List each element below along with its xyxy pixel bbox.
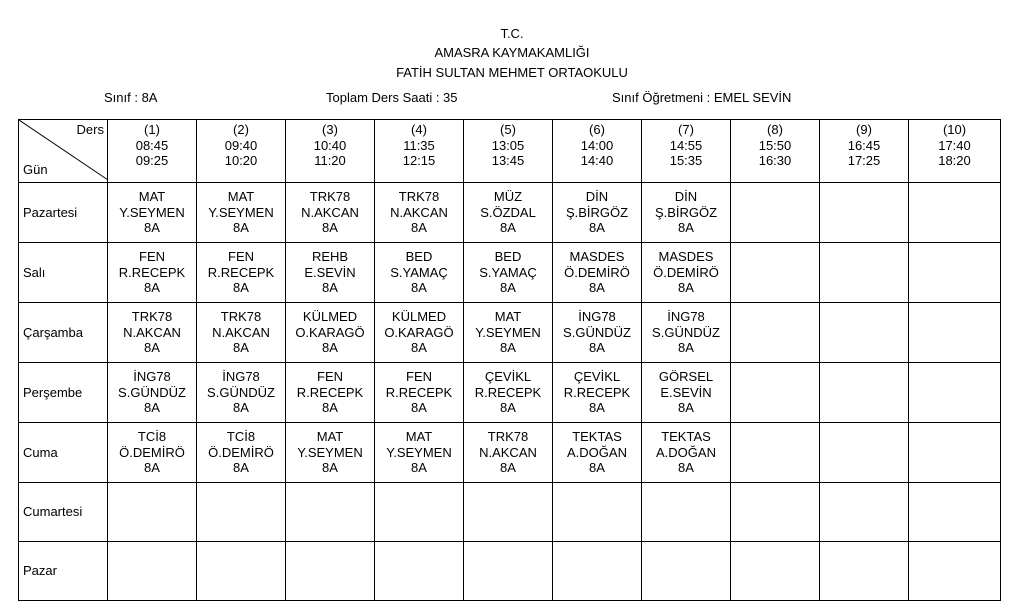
lesson-teacher: A.DOĞAN [567,444,627,460]
lesson-cell [731,183,820,243]
lesson-teacher: R.RECEPK [296,384,364,400]
lesson-class: 8A [144,400,160,416]
lesson-cell [286,542,375,601]
lesson-cell [108,183,197,243]
lesson-cell [642,243,731,303]
period-start: 14:00 [580,137,614,153]
lesson-class: 8A [589,280,605,296]
lesson-class: 8A [411,400,427,416]
lesson-class: 8A [678,220,694,236]
lesson-class: 8A [678,280,694,296]
total-hours-info: Toplam Ders Saati : 35 [326,90,458,105]
lesson-cell [731,483,820,542]
period-end: 16:30 [758,153,792,168]
corner-gun-label: Gün [23,162,48,177]
lesson-teacher: S.GÜNDÜZ [118,384,186,400]
day-name: Cumartesi [19,483,108,542]
lesson-cell [642,423,731,483]
lesson-cell [731,423,820,483]
lesson-cell [108,423,197,483]
day-name: Çarşamba [19,303,108,363]
lesson-cell [909,542,1001,601]
period-header-1 [108,120,197,183]
lesson-class: 8A [322,220,338,236]
day-row [19,303,1001,363]
header-line-school: FATİH SULTAN MEHMET ORTAOKULU [396,65,628,80]
lesson-cell [197,243,286,303]
period-end: 11:20 [314,153,346,168]
lesson-subject: GÖRSEL [658,369,714,385]
lesson-teacher: N.AKCAN [390,204,448,220]
lesson-cell [464,363,553,423]
lesson-teacher: N.AKCAN [479,444,537,460]
lesson-class: 8A [233,280,249,296]
lesson-subject: MAT [316,429,344,445]
lesson-class: 8A [322,400,338,416]
lesson-cell [375,363,464,423]
timetable [18,119,1001,601]
lesson-teacher: Ö.DEMİRÖ [208,444,274,460]
lesson-class: 8A [589,220,605,236]
lesson-class: 8A [411,460,427,476]
lesson-cell [553,423,642,483]
lesson-class: 8A [144,280,160,296]
lesson-cell [108,542,197,601]
lesson-cell [642,183,731,243]
day-row [19,183,1001,243]
lesson-class: 8A [233,400,249,416]
period-end: 17:25 [847,153,881,168]
lesson-cell [553,363,642,423]
lesson-cell [731,303,820,363]
lesson-cell [820,243,909,303]
lesson-class: 8A [678,400,694,416]
lesson-subject: İNG78 [222,369,260,385]
lesson-cell [108,483,197,542]
period-end: 13:45 [491,153,525,168]
period-start: 09:40 [224,137,258,153]
lesson-class: 8A [678,340,694,356]
lesson-subject: FEN [228,249,254,265]
lesson-class: 8A [322,340,338,356]
lesson-class: 8A [500,400,516,416]
period-no: (5) [500,122,516,137]
lesson-teacher: R.RECEPK [207,264,275,280]
lesson-cell [464,243,553,303]
period-start: 08:45 [135,137,169,153]
lesson-cell [108,243,197,303]
period-header-8 [731,120,820,183]
lesson-class: 8A [589,340,605,356]
day-name: Pazartesi [19,183,108,243]
period-no: (7) [678,122,694,137]
lesson-class: 8A [500,460,516,476]
lesson-class: 8A [411,340,427,356]
lesson-teacher: Y.SEYMEN [475,324,541,340]
lesson-class: 8A [411,280,427,296]
period-no: (1) [144,122,160,137]
lesson-teacher: R.RECEPK [118,264,186,280]
lesson-cell [731,363,820,423]
lesson-teacher: N.AKCAN [212,324,270,340]
class-teacher-info: Sınıf Öğretmeni : EMEL SEVİN [612,90,792,105]
lesson-teacher: R.RECEPK [385,384,453,400]
lesson-cell [642,303,731,363]
lesson-subject: FEN [406,369,432,385]
lesson-subject: TRK78 [220,309,262,325]
lesson-teacher: Y.SEYMEN [119,204,185,220]
lesson-subject: MASDES [569,249,625,265]
period-header-9 [820,120,909,183]
lesson-cell [909,363,1001,423]
lesson-subject: FEN [139,249,165,265]
lesson-cell [375,483,464,542]
lesson-class: 8A [500,220,516,236]
lesson-class: 8A [678,460,694,476]
period-start: 16:45 [847,137,881,153]
lesson-cell [553,542,642,601]
lesson-class: 8A [233,220,249,236]
lesson-subject: TRK78 [309,189,351,205]
period-end: 12:15 [402,153,436,168]
lesson-subject: ÇEVİKL [573,369,621,385]
period-no: (3) [322,122,338,137]
lesson-subject: MAT [405,429,433,445]
day-name: Perşembe [19,363,108,423]
lesson-subject: FEN [317,369,343,385]
lesson-cell [375,423,464,483]
lesson-subject: MAT [494,309,522,325]
lesson-subject: TCİ8 [137,429,167,445]
lesson-cell [197,303,286,363]
lesson-cell [464,542,553,601]
lesson-cell [642,483,731,542]
period-header-3 [286,120,375,183]
period-header-10 [909,120,1001,183]
header-line-district: AMASRA KAYMAKAMLIĞI [434,45,590,60]
period-start: 15:50 [758,137,792,153]
lesson-subject: İNG78 [667,309,705,325]
lesson-cell [820,483,909,542]
day-name: Pazar [19,542,108,601]
period-end: 14:40 [580,153,614,168]
lesson-teacher: S.GÜNDÜZ [207,384,275,400]
lesson-teacher: Ö.DEMİRÖ [653,264,719,280]
period-header-2 [197,120,286,183]
lesson-cell [375,542,464,601]
lesson-cell [197,363,286,423]
lesson-class: 8A [233,460,249,476]
lesson-teacher: Y.SEYMEN [208,204,274,220]
period-start: 17:40 [938,137,971,153]
lesson-cell [286,363,375,423]
period-header-7 [642,120,731,183]
lesson-subject: İNG78 [133,369,171,385]
lesson-subject: MÜZ [493,189,523,205]
period-end: 10:20 [224,153,258,168]
lesson-cell [197,542,286,601]
lesson-cell [909,183,1001,243]
lesson-subject: TEKTAS [572,429,622,445]
lesson-cell [464,483,553,542]
period-start: 14:55 [669,137,703,153]
lesson-class: 8A [589,400,605,416]
lesson-cell [820,542,909,601]
lesson-cell [197,183,286,243]
lesson-cell [197,483,286,542]
lesson-cell [642,363,731,423]
lesson-cell [820,423,909,483]
lesson-cell [286,483,375,542]
day-row [19,423,1001,483]
lesson-cell [909,243,1001,303]
day-row [19,243,1001,303]
lesson-subject: TEKTAS [661,429,711,445]
lesson-cell [286,243,375,303]
lesson-subject: KÜLMED [302,309,358,325]
lesson-cell [197,423,286,483]
period-start: 13:05 [491,137,525,153]
lesson-class: 8A [500,340,516,356]
period-no: (10) [942,122,967,137]
lesson-cell [553,483,642,542]
lesson-cell [909,423,1001,483]
lesson-cell [108,303,197,363]
lesson-subject: REHB [311,249,349,265]
day-name: Cuma [19,423,108,483]
lesson-class: 8A [144,460,160,476]
lesson-teacher: Ş.BİRGÖZ [565,204,629,220]
lesson-subject: MAT [227,189,255,205]
lesson-teacher: Y.SEYMEN [297,444,363,460]
lesson-cell [553,303,642,363]
period-no: (8) [767,122,783,137]
lesson-teacher: A.DOĞAN [656,444,716,460]
class-info: Sınıf : 8A [104,90,158,105]
period-no: (9) [856,122,872,137]
period-start: 11:35 [403,137,435,153]
corner-cell [19,120,108,183]
lesson-subject: TRK78 [131,309,173,325]
period-end: 09:25 [135,153,169,168]
lesson-cell [375,243,464,303]
lesson-teacher: S.ÖZDAL [480,204,536,220]
lesson-class: 8A [144,220,160,236]
lesson-class: 8A [233,340,249,356]
lesson-cell [820,303,909,363]
lesson-teacher: S.YAMAÇ [479,264,537,280]
period-no: (4) [411,122,427,137]
lesson-cell [553,183,642,243]
lesson-class: 8A [411,220,427,236]
lesson-cell [375,183,464,243]
lesson-subject: KÜLMED [391,309,447,325]
period-end: 15:35 [669,153,703,168]
lesson-subject: TRK78 [398,189,440,205]
day-row [19,483,1001,542]
day-name: Salı [19,243,108,303]
lesson-class: 8A [500,280,516,296]
lesson-cell [731,542,820,601]
period-header-5 [464,120,553,183]
lesson-teacher: R.RECEPK [563,384,631,400]
period-header-4 [375,120,464,183]
lesson-subject: İNG78 [578,309,616,325]
lesson-teacher: N.AKCAN [301,204,359,220]
period-start: 10:40 [313,137,347,153]
lesson-subject: BED [405,249,433,265]
lesson-teacher: O.KARAGÖ [384,324,454,340]
period-end: 18:20 [938,153,971,168]
lesson-cell [286,303,375,363]
lesson-teacher: E.SEVİN [304,264,356,280]
lesson-cell [909,303,1001,363]
lesson-teacher: S.YAMAÇ [390,264,448,280]
lesson-subject: DİN [674,189,698,205]
lesson-cell [464,183,553,243]
corner-ders-label: Ders [76,122,104,137]
lesson-teacher: Ö.DEMİRÖ [119,444,185,460]
day-row [19,542,1001,601]
period-header-6 [553,120,642,183]
lesson-subject: DİN [585,189,609,205]
lesson-teacher: S.GÜNDÜZ [652,324,720,340]
lesson-teacher: E.SEVİN [660,384,712,400]
lesson-subject: MASDES [658,249,714,265]
lesson-class: 8A [322,280,338,296]
period-no: (2) [233,122,249,137]
header-line-tc: T.C. [500,26,524,41]
lesson-teacher: Ş.BİRGÖZ [654,204,718,220]
lesson-teacher: N.AKCAN [123,324,181,340]
lesson-cell [108,363,197,423]
lesson-cell [375,303,464,363]
lesson-cell [553,243,642,303]
period-header-row [19,120,1001,183]
lesson-class: 8A [144,340,160,356]
lesson-teacher: S.GÜNDÜZ [563,324,631,340]
lesson-cell [642,542,731,601]
day-row [19,363,1001,423]
lesson-cell [286,183,375,243]
lesson-teacher: O.KARAGÖ [295,324,365,340]
lesson-subject: TRK78 [487,429,529,445]
lesson-class: 8A [322,460,338,476]
lesson-subject: ÇEVİKL [484,369,532,385]
lesson-teacher: Ö.DEMİRÖ [564,264,630,280]
lesson-teacher: R.RECEPK [474,384,542,400]
lesson-subject: TCİ8 [226,429,256,445]
lesson-cell [820,183,909,243]
lesson-cell [464,303,553,363]
lesson-cell [909,483,1001,542]
period-no: (6) [589,122,605,137]
lesson-cell [820,363,909,423]
lesson-cell [464,423,553,483]
lesson-cell [731,243,820,303]
lesson-subject: MAT [138,189,166,205]
lesson-teacher: Y.SEYMEN [386,444,452,460]
lesson-cell [286,423,375,483]
lesson-class: 8A [589,460,605,476]
lesson-subject: BED [494,249,522,265]
